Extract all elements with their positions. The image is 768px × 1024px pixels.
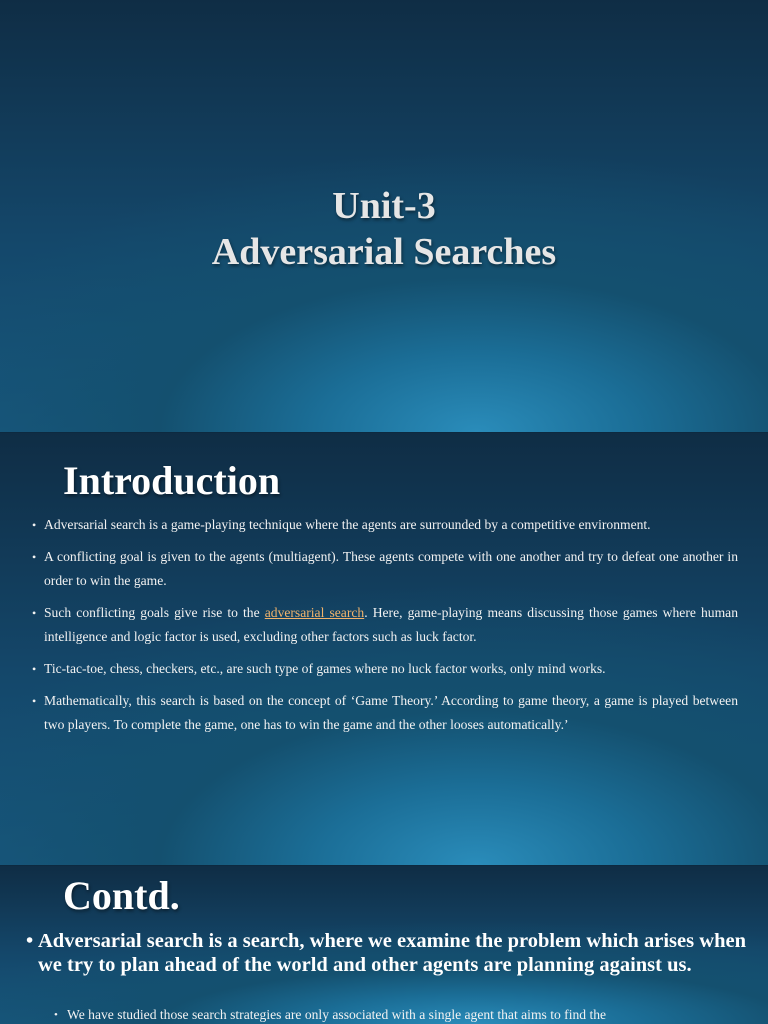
bullet-marker: • xyxy=(32,550,37,564)
title-slide xyxy=(0,0,768,432)
introduction-bullet xyxy=(30,513,738,537)
bullet-text-after-link: . Here, game-playing means discussing those games where human intelligence and logic factor is used, excluding other factors such as luck factor. xyxy=(44,605,738,644)
introduction-bullet xyxy=(30,689,738,737)
contd-sub-bullet xyxy=(54,1005,746,1024)
bullet-marker: • xyxy=(32,518,37,532)
bullet-marker: • xyxy=(32,694,37,708)
bullet-marker: • xyxy=(54,1009,58,1021)
bullet-text: A conflicting goal is given to the agents (multiagent). These agents compete with one another and try to defeat one another in order to win the game. xyxy=(44,549,738,588)
bullet-text: Tic-tac-toe, chess, checkers, etc., are such type of games where no luck factor works, only mind works. xyxy=(44,661,606,676)
bullet-text: Mathematically, this search is based on the concept of ‘Game Theory.’ According to game theory, a game is played between two players. To complete the game, one has to win the game and the other looses automatically.’ xyxy=(44,693,738,732)
bullet-text: We have studied those search strategies are only associated with a single agent that aims to find the xyxy=(67,1007,607,1022)
bullet-text: Adversarial search is a search, where we examine the problem which arises when we try to plan ahead of the world and other agents are planning against us. xyxy=(38,930,746,976)
contd-slide xyxy=(0,866,768,1024)
contd-main-list xyxy=(26,929,746,977)
bullet-text: Adversarial search is a game-playing technique where the agents are surrounded by a competitive environment. xyxy=(44,517,651,532)
bullet-marker: • xyxy=(32,606,37,620)
introduction-bullet xyxy=(30,657,738,681)
slide-title xyxy=(0,183,768,275)
title-line-topic: Adversarial Searches xyxy=(211,231,557,273)
introduction-heading: Introduction xyxy=(63,458,281,503)
introduction-bullet xyxy=(30,545,738,593)
title-line-unit: Unit-3 xyxy=(332,185,436,227)
bullet-marker: • xyxy=(32,662,37,676)
introduction-bullet-list xyxy=(30,513,738,745)
contd-heading: Contd. xyxy=(63,873,180,918)
adversarial-search-link[interactable]: adversarial search xyxy=(264,605,365,620)
bullet-text-before-link: Such conflicting goals give rise to the xyxy=(44,605,265,620)
contd-sub-list xyxy=(54,1005,746,1024)
bullet-marker: • xyxy=(26,930,34,952)
introduction-bullet xyxy=(30,601,738,649)
introduction-slide xyxy=(0,433,768,865)
contd-main-bullet xyxy=(26,929,746,977)
